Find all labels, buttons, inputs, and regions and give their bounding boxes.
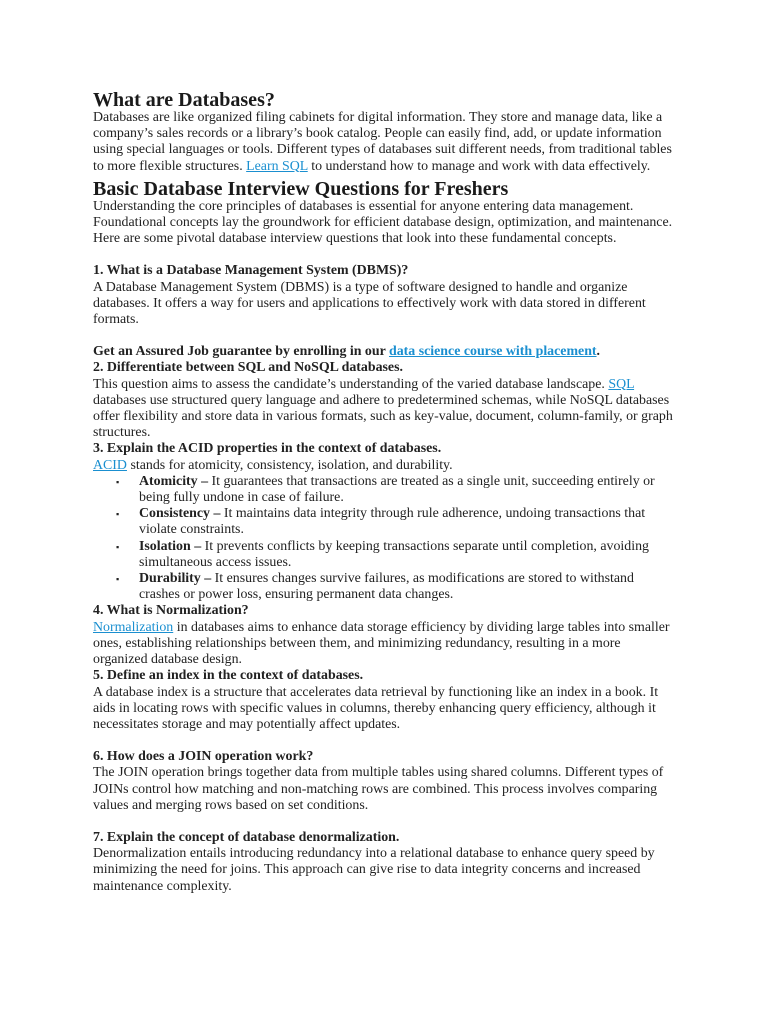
list-item-isolation [93,539,678,571]
list-item-consistency [93,506,678,538]
spacer [93,814,678,830]
question-5-answer: A database index is a structure that accelerates data retrieval by functioning like an index in a book. It aids in locating rows with specific values in columns, thereby enhancing query efficiency, although it necessitates storage and may potentially affect updates. [93,684,659,732]
promo-text: Get an Assured Job guarantee by enrolling in our [93,344,389,360]
question-2-text-end: databases use structured query language and adhere to predetermined schemas, while NoSQL databases offer flexibility and store data in various formats, such as key-value, document, column-family, or graph structures. [93,392,673,441]
question-4-answer [93,620,678,669]
square-bullet-icon: ▪ [116,509,120,520]
spacer [93,733,678,749]
spacer [93,247,678,263]
question-1-title: 1. What is a Database Management System (DBMS)? [93,263,409,279]
term-consistency: Consistency – [139,506,221,522]
list-item-durability [93,571,678,603]
text-isolation: It prevents conflicts by keeping transactions separate until completion, avoiding simultaneous access issues. [139,538,649,570]
question-7-answer: Denormalization entails introducing redundancy into a relational database to enhance query speed by minimizing the need for joins. This approach can give rise to data integrity concerns and increased maintenance complexity. [93,846,655,894]
question-3-text: stands for atomicity, consistency, isolation, and durability. [126,457,453,473]
text-atomicity: It guarantees that transactions are treated as a single unit, succeeding entirely or being fully undone in case of failure. [139,473,655,506]
section-heading-what-are-databases: What are Databases? [93,89,275,111]
term-isolation: Isolation – [139,538,202,554]
question-6-title: 6. How does a JOIN operation work? [93,749,314,765]
square-bullet-icon: ▪ [116,574,120,585]
basic-questions-intro: Understanding the core principles of databases is essential for anyone entering data management. Foundational concepts lay the groundwork for efficient database design, optimization, and maintenance. Here are some pivotal database interview questions that look into these fundamental concepts. [93,198,673,247]
question-7-title: 7. Explain the concept of database denormalization. [93,829,400,845]
term-atomicity: Atomicity – [139,473,209,489]
question-1-answer: A Database Management System (DBMS) is a type of software designed to handle and organize databases. It offers a way for users and applications to effectively work with data stored in different formats. [93,279,646,328]
intro-text: Databases are like organized filing cabinets for digital information. They store and manage data, like a company’s sales records or a library’s book catalog. People can easily find, add, or update information using special languages or tools. Different types of databases suit different needs, from traditional tables to more flexible structures. [93,110,672,174]
question-2-title: 2. Differentiate between SQL and NoSQL databases. [93,360,403,376]
question-6-answer: The JOIN operation brings together data from multiple tables using shared columns. Different types of JOINs control how matching and non-matching rows are combined. This process involves comparing values and merging rows based on set conditions. [93,765,664,813]
section-heading-basic-questions: Basic Database Interview Questions for Freshers [93,177,509,200]
acid-list [93,474,678,604]
text-durability: It ensures changes survive failures, as modifications are stored to withstand crashes or power loss, ensuring permanent data changes. [139,571,634,603]
intro-paragraph [93,110,678,175]
promo-end: . [596,344,601,360]
question-5-title: 5. Define an index in the context of databases. [93,668,364,684]
promo-line [93,344,678,360]
square-bullet-icon: ▪ [116,476,120,487]
acid-link[interactable]: ACID [93,457,127,473]
normalization-link[interactable]: Normalization [93,619,174,635]
question-4-text: in databases aims to enhance data storage efficiency by dividing large tables into smaller ones, establishing relationships between them, and minimizing redundancy, resulting in a more organized database design. [93,619,670,668]
learn-sql-link[interactable]: Learn SQL [246,158,308,174]
document-page [93,90,678,895]
question-2-text: This question aims to assess the candidate’s understanding of the varied database landscape. [93,376,609,392]
sql-link[interactable]: SQL [608,376,635,392]
question-3-title: 3. Explain the ACID properties in the context of databases. [93,441,442,457]
spacer [93,328,678,344]
question-3-answer [93,458,678,474]
term-durability: Durability – [139,571,212,587]
square-bullet-icon: ▪ [116,541,120,552]
text-consistency: It maintains data integrity through rule adherence, undoing transactions that violate constraints. [139,506,646,538]
question-4-title: 4. What is Normalization? [93,603,249,619]
intro-text-end: to understand how to manage and work with data effectively. [307,158,651,174]
question-2-answer [93,377,678,442]
data-science-course-link[interactable]: data science course with placement [389,344,597,360]
list-item-atomicity [93,474,678,506]
